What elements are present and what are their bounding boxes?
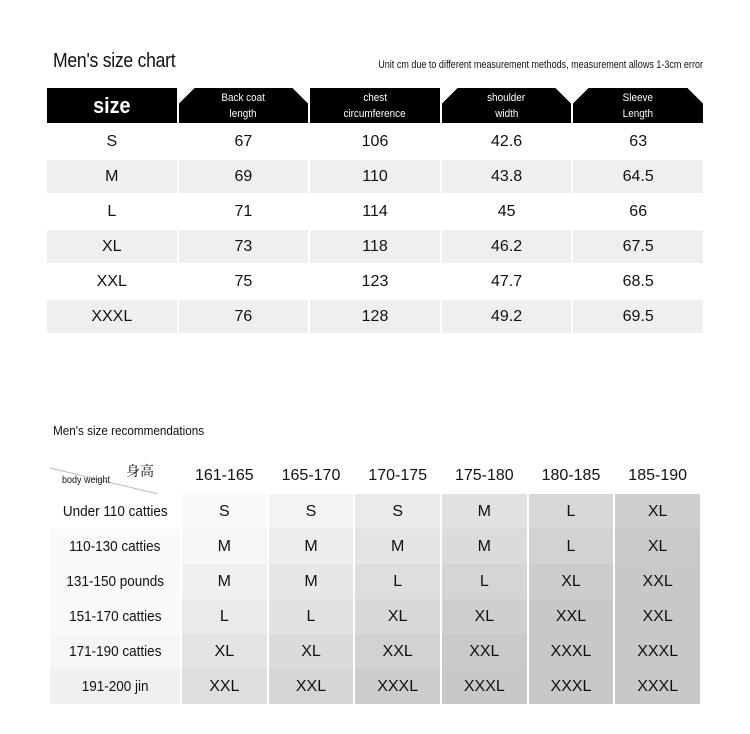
measurement-cell: 114: [362, 202, 388, 220]
recommended-size-cell: XXXL: [355, 669, 440, 704]
measurement-cell: 45: [497, 202, 516, 220]
recommended-size-cell: L: [529, 494, 614, 529]
measurement-cell: 75: [234, 272, 253, 290]
recommended-size-cell: L: [442, 564, 527, 599]
recommended-size-cell: XL: [355, 599, 440, 634]
recommended-size-cell: XXL: [615, 564, 700, 599]
recommended-size-cell: XXXL: [615, 634, 700, 669]
recommended-size-cell: L: [182, 599, 267, 634]
recommended-size-cell: S: [269, 494, 354, 529]
recommended-size-cell: M: [442, 529, 527, 564]
weight-row-header: [50, 634, 180, 669]
height-label: 身高: [126, 463, 154, 479]
size-label-cell: XL: [47, 230, 177, 263]
size-label-cell: XXL: [96, 272, 127, 290]
recommendations-title: Men's size recommendations: [53, 423, 205, 438]
weight-label: body weight: [62, 475, 111, 486]
measurement-cell: 76: [179, 300, 309, 333]
recommended-size-cell: M: [182, 529, 267, 564]
measurement-cell: 46.2: [442, 230, 572, 263]
recommended-size-cell: M: [269, 564, 354, 599]
measurement-cell: 49.2: [442, 300, 572, 333]
size-label-cell: S: [106, 132, 118, 150]
header-line: Sleeve: [623, 91, 654, 104]
height-column-header: 185-190: [615, 458, 700, 494]
size-chart-table: [47, 88, 703, 333]
header-line: circumference: [343, 107, 407, 120]
header-line: chest: [363, 91, 387, 104]
recommended-size-cell: XL: [442, 599, 527, 634]
header-line: length: [229, 107, 257, 120]
header-shoulder-width: [442, 88, 572, 123]
recommended-size-cell: XXL: [269, 669, 354, 704]
recommended-size-cell: XXXL: [442, 669, 527, 704]
recommended-size-cell: M: [442, 494, 527, 529]
recommended-size-cell: XXL: [529, 599, 614, 634]
measurement-cell: 73: [179, 230, 309, 263]
weight-row-label: 171-190 catties: [68, 643, 162, 660]
header-size-label: size: [93, 92, 131, 118]
measurement-cell: 67.5: [573, 230, 703, 263]
measurement-cell: 128: [310, 300, 440, 333]
measurement-cell: 106: [361, 132, 389, 150]
header-sleeve-length: [573, 88, 703, 123]
measurement-cell: 67: [234, 132, 253, 150]
measurement-cell: 110: [310, 160, 440, 193]
header-line: Length: [623, 107, 654, 120]
height-column-header: 180-185: [529, 458, 614, 494]
measurement-cell: 68.5: [622, 272, 654, 290]
recommended-size-cell: XXXL: [615, 669, 700, 704]
size-label-cell: XXXL: [47, 300, 177, 333]
recommended-size-cell: XL: [182, 634, 267, 669]
measurement-cell: 69.5: [573, 300, 703, 333]
weight-row-header: [50, 564, 180, 599]
weight-row-header: [50, 669, 180, 704]
header-line: width: [495, 107, 519, 120]
header-back-coat-length: [179, 88, 309, 123]
recommended-size-cell: XXL: [355, 634, 440, 669]
weight-row-header: [50, 529, 180, 564]
size-recommendations-table: [50, 458, 700, 704]
recommended-size-cell: M: [182, 564, 267, 599]
recommended-size-cell: XXXL: [529, 669, 614, 704]
measurement-cell: 118: [310, 230, 440, 263]
corner-header: [50, 458, 180, 494]
recommended-size-cell: M: [355, 529, 440, 564]
recommended-size-cell: XL: [529, 564, 614, 599]
weight-row-header: [50, 599, 180, 634]
recommended-size-cell: L: [269, 599, 354, 634]
recommended-size-cell: XL: [615, 494, 700, 529]
recommended-size-cell: S: [355, 494, 440, 529]
header-size: [47, 88, 177, 123]
weight-row-label: Under 110 catties: [62, 503, 168, 520]
measurement-note: Unit cm due to different measurement methods, measurement allows 1-3cm error: [378, 59, 703, 71]
recommended-size-cell: XXXL: [529, 634, 614, 669]
header-line: shoulder: [487, 91, 526, 104]
recommended-size-cell: XXL: [615, 599, 700, 634]
height-column-header: 165-170: [269, 458, 354, 494]
weight-row-header: [50, 494, 180, 529]
recommended-size-cell: XXL: [442, 634, 527, 669]
height-column-header: 170-175: [355, 458, 440, 494]
measurement-cell: 43.8: [442, 160, 572, 193]
recommended-size-cell: L: [355, 564, 440, 599]
weight-row-label: 110-130 catties: [69, 538, 161, 555]
measurement-cell: 64.5: [573, 160, 703, 193]
height-column-header: 161-165: [182, 458, 267, 494]
header-line: Back coat: [221, 91, 266, 104]
recommended-size-cell: XXL: [182, 669, 267, 704]
measurement-cell: 47.7: [491, 272, 523, 290]
measurement-cell: 66: [629, 202, 648, 220]
recommended-size-cell: XL: [269, 634, 354, 669]
measurement-cell: 69: [179, 160, 309, 193]
weight-row-label: 191-200 jin: [81, 678, 149, 695]
measurement-cell: 71: [234, 202, 253, 220]
height-column-header: 175-180: [442, 458, 527, 494]
header-chest-circumference: [310, 88, 440, 123]
recommended-size-cell: XL: [615, 529, 700, 564]
size-label-cell: M: [47, 160, 177, 193]
weight-row-label: 131-150 pounds: [66, 573, 164, 590]
weight-row-label: 151-170 catties: [68, 608, 162, 625]
size-label-cell: L: [107, 202, 117, 220]
recommended-size-cell: S: [182, 494, 267, 529]
measurement-cell: 42.6: [491, 132, 523, 150]
measurement-cell: 63: [629, 132, 648, 150]
recommended-size-cell: L: [529, 529, 614, 564]
recommended-size-cell: M: [269, 529, 354, 564]
size-chart-title: Men's size chart: [53, 50, 176, 72]
measurement-cell: 123: [361, 272, 389, 290]
